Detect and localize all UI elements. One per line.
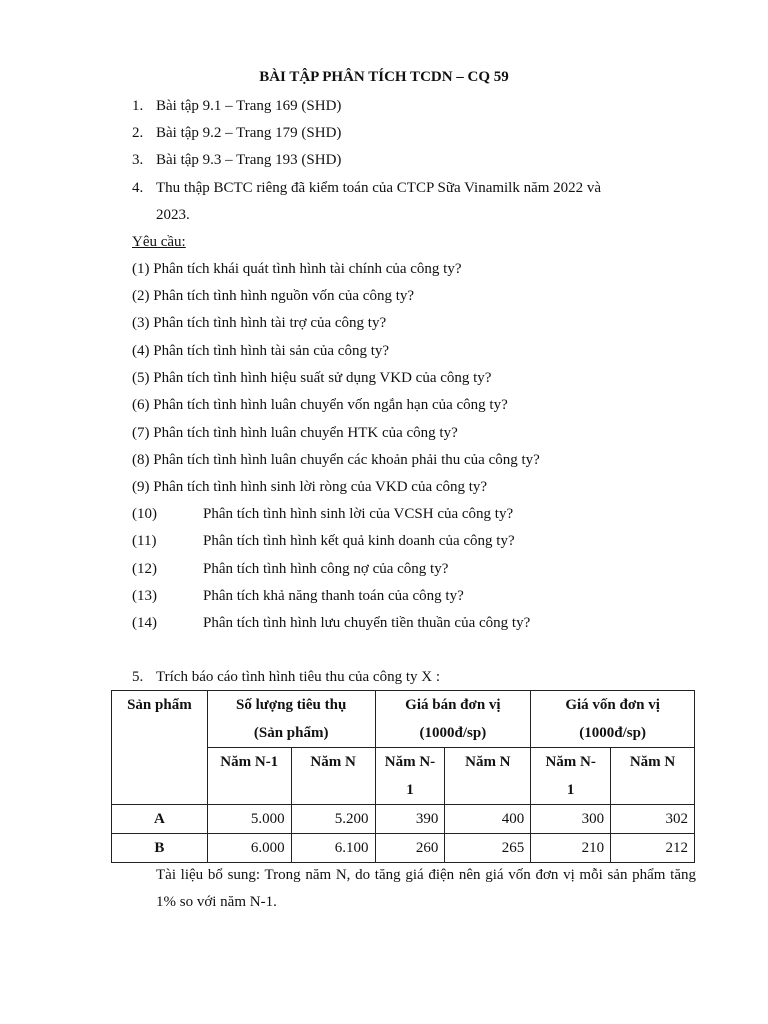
exercise-1: Bài tập 9.1 – Trang 169 (SHD) [156, 98, 342, 114]
sales-table [111, 690, 695, 863]
requirement-2: (2) Phân tích tình hình nguồn vốn của công ty? [132, 288, 415, 304]
header-cost-cur: Năm N [611, 748, 695, 805]
header-quantity-line2: (Sản phẩm) [253, 725, 329, 741]
exercise-4-cont: 2023. [156, 207, 190, 223]
header-price-prev-a: Năm N- [384, 754, 436, 770]
header-price-prev [375, 748, 445, 805]
header-qty-cur: Năm N [291, 748, 375, 805]
requirement-10: Phân tích tình hình sinh lời của VCSH của công ty? [203, 506, 514, 522]
price-cur-cell: 400 [445, 805, 531, 834]
exercise-num-4: 4. [132, 180, 144, 196]
requirement-5: (5) Phân tích tình hình hiệu suất sử dụng VKD của công ty? [132, 370, 492, 386]
header-cost-line2: (1000đ/sp) [579, 725, 646, 741]
header-product: Sản phẩm [112, 691, 208, 805]
product-cell: B [112, 834, 208, 863]
exercise-num-2: 2. [132, 125, 144, 141]
qty-cur-cell: 6.100 [291, 834, 375, 863]
qty-cur-cell: 5.200 [291, 805, 375, 834]
requirement-6: (6) Phân tích tình hình luân chuyển vốn ngắn hạn của công ty? [132, 397, 508, 413]
requirement-num-12: (12) [132, 561, 157, 577]
footnote: Tài liệu bổ sung: Trong năm N, do tăng giá điện nên giá vốn đơn vị mỗi sản phẩm tăng 1% so với năm N-1. [156, 867, 696, 910]
requirement-8: (8) Phân tích tình hình luân chuyển các khoản phải thu của công ty? [132, 452, 540, 468]
header-price-line2: (1000đ/sp) [419, 725, 487, 741]
header-price-cur: Năm N [445, 748, 531, 805]
requirement-1: (1) Phân tích khái quát tình hình tài chính của công ty? [132, 261, 462, 277]
requirement-num-11: (11) [132, 533, 157, 549]
header-quantity-line1: Số lượng tiêu thụ [236, 697, 347, 713]
requirement-7: (7) Phân tích tình hình luân chuyển HTK của công ty? [132, 425, 458, 441]
requirement-9: (9) Phân tích tình hình sinh lời ròng của VKD của công ty? [132, 479, 488, 495]
cost-prev-cell: 300 [531, 805, 611, 834]
header-cost-prev [531, 748, 611, 805]
qty-prev-cell: 5.000 [207, 805, 291, 834]
header-price-line1: Giá bán đơn vị [405, 697, 501, 713]
page-title: BÀI TẬP PHÂN TÍCH TCDN – CQ 59 [259, 69, 509, 85]
requirement-num-13: (13) [132, 588, 157, 604]
header-price-prev-b: 1 [406, 782, 414, 798]
requirement-13: Phân tích khả năng thanh toán của công ty? [203, 588, 464, 604]
exercise-5: Trích báo cáo tình hình tiêu thu của công ty X : [156, 669, 440, 685]
header-quantity [207, 691, 375, 748]
requirement-12: Phân tích tình hình công nợ của công ty? [203, 561, 449, 577]
requirement-4: (4) Phân tích tình hình tài sản của công ty? [132, 343, 390, 359]
requirement-11: Phân tích tình hình kết quả kinh doanh của công ty? [203, 533, 515, 549]
exercise-2: Bài tập 9.2 – Trang 179 (SHD) [156, 125, 342, 141]
exercise-3: Bài tập 9.3 – Trang 193 (SHD) [156, 152, 342, 168]
requirement-3: (3) Phân tích tình hình tài trợ của công ty? [132, 315, 387, 331]
exercise-num-5: 5. [132, 669, 144, 685]
header-price [375, 691, 531, 748]
exercise-num-3: 3. [132, 152, 144, 168]
table-row [112, 834, 695, 863]
table-row [112, 805, 695, 834]
header-cost-prev-a: Năm N- [545, 754, 596, 770]
exercise-4: Thu thập BCTC riêng đã kiểm toán của CTCP Sữa Vinamilk năm 2022 và [156, 180, 602, 196]
header-cost [531, 691, 695, 748]
cost-cur-cell: 212 [611, 834, 695, 863]
requirement-14: Phân tích tình hình lưu chuyển tiền thuần của công ty? [203, 615, 531, 631]
requirement-num-10: (10) [132, 506, 157, 522]
header-cost-prev-b: 1 [566, 782, 575, 798]
qty-prev-cell: 6.000 [207, 834, 291, 863]
requirements-heading: Yêu cầu: [132, 234, 186, 250]
price-prev-cell: 260 [375, 834, 445, 863]
requirement-num-14: (14) [132, 615, 157, 631]
header-qty-prev: Năm N-1 [207, 748, 291, 805]
cost-prev-cell: 210 [531, 834, 611, 863]
cost-cur-cell: 302 [611, 805, 695, 834]
exercise-num-1: 1. [132, 98, 144, 114]
price-cur-cell: 265 [445, 834, 531, 863]
header-cost-line1: Giá vốn đơn vị [565, 697, 660, 713]
product-cell: A [112, 805, 208, 834]
price-prev-cell: 390 [375, 805, 445, 834]
